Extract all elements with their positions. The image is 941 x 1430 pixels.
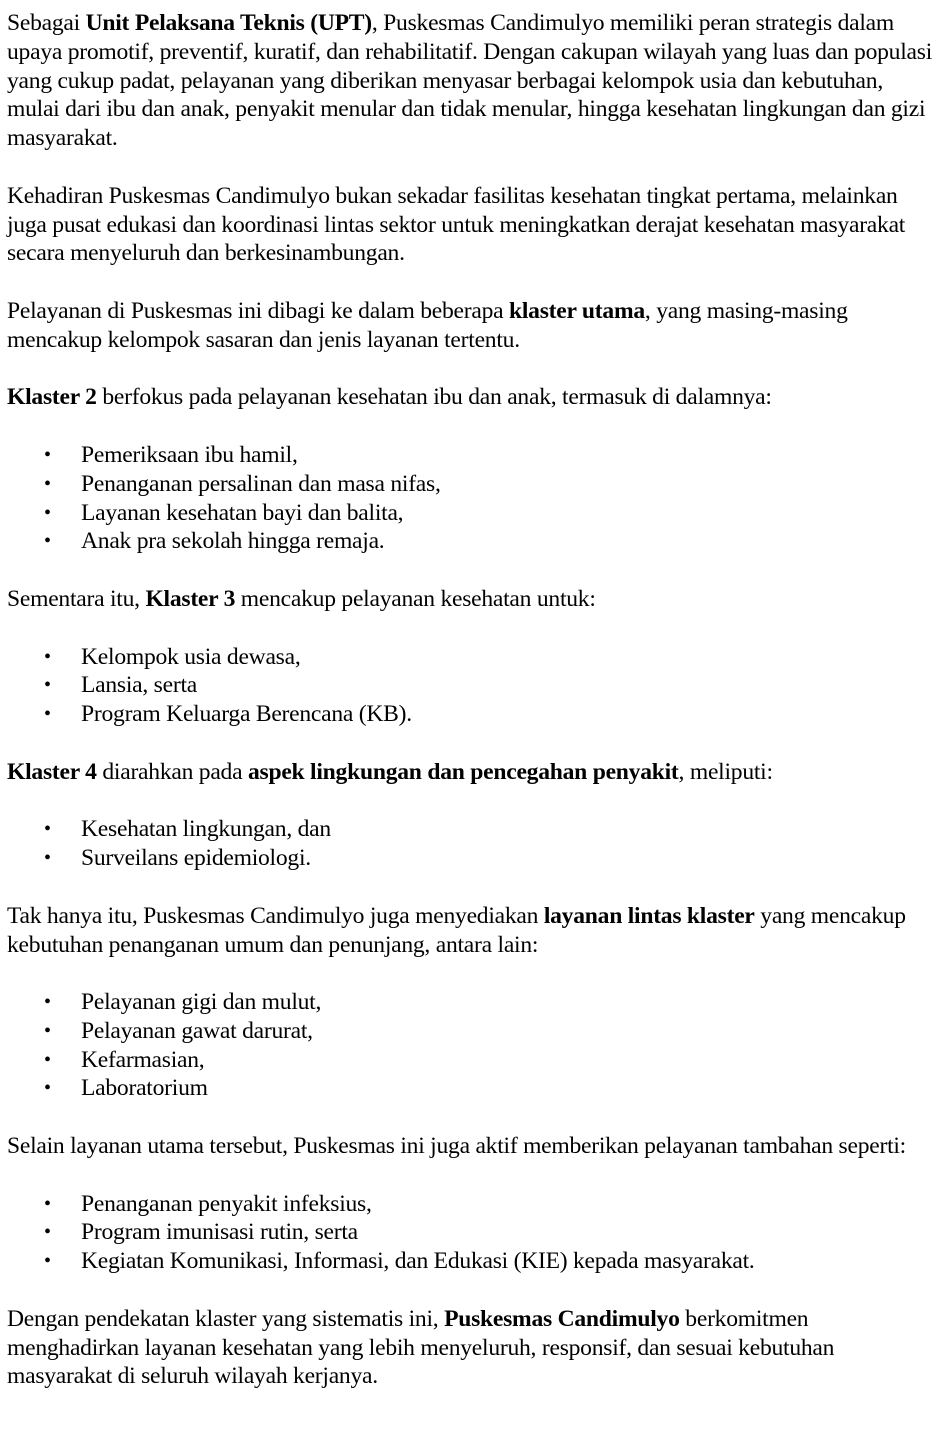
bullet-icon: • bbox=[44, 443, 51, 466]
klaster2-paragraph bbox=[7, 383, 941, 412]
list-item-text: Surveilans epidemiologi. bbox=[81, 845, 311, 872]
bullet-icon: • bbox=[44, 1077, 51, 1100]
bold-text-klaster4: Klaster 4 bbox=[7, 758, 97, 785]
bold-text-upt: Unit Pelaksana Teknis (UPT) bbox=[85, 10, 372, 36]
list-item-text: Lansia, serta bbox=[81, 672, 197, 699]
list-item bbox=[44, 470, 941, 499]
list-item-text: Program Keluarga Berencana (KB). bbox=[81, 701, 412, 728]
bold-text-aspek: aspek lingkungan dan pencegahan penyakit bbox=[247, 758, 679, 785]
bullet-icon: • bbox=[44, 991, 51, 1014]
list-item bbox=[44, 1218, 941, 1247]
text: Tak hanya itu, Puskesmas Candimulyo juga menyediakan bbox=[7, 902, 544, 929]
text: berfokus pada pelayanan kesehatan ibu dan anak, termasuk di dalamnya: bbox=[96, 384, 772, 411]
list-item bbox=[44, 527, 941, 556]
bullet-icon: • bbox=[44, 1048, 51, 1071]
list-item-text: Anak pra sekolah hingga remaja. bbox=[81, 528, 385, 555]
list-item bbox=[44, 988, 941, 1017]
lintas-klaster-paragraph bbox=[7, 902, 941, 960]
klaster2-list bbox=[7, 441, 941, 556]
list-item-text: Penanganan penyakit infeksius, bbox=[81, 1190, 372, 1217]
lintas-klaster-list bbox=[7, 988, 941, 1103]
list-item-text: Pelayanan gigi dan mulut, bbox=[81, 989, 322, 1016]
bold-text-lintas: layanan lintas klaster bbox=[543, 902, 755, 929]
intro-paragraph bbox=[7, 9, 941, 153]
text: diarahkan pada bbox=[96, 758, 248, 785]
text: , meliputi: bbox=[678, 758, 773, 785]
text: Sementara itu, bbox=[7, 585, 146, 612]
klaster3-paragraph bbox=[7, 585, 941, 614]
closing-paragraph bbox=[7, 1305, 941, 1391]
bullet-icon: • bbox=[44, 472, 51, 495]
bullet-icon: • bbox=[44, 674, 51, 697]
klaster3-list bbox=[7, 643, 941, 729]
text: , yang masing-masing mencakup kelompok sasaran dan jenis layanan tertentu. bbox=[7, 297, 848, 353]
bullet-icon: • bbox=[44, 1250, 51, 1273]
text: berkomitmen menghadirkan layanan kesehatan yang lebih menyeluruh, responsif, dan sesuai kebutuhan masyarakat di seluruh wilayah kerjanya. bbox=[7, 1305, 835, 1390]
bullet-icon: • bbox=[44, 530, 51, 553]
bold-text-klaster-utama: klaster utama bbox=[508, 297, 645, 324]
list-item bbox=[44, 441, 941, 470]
list-item bbox=[44, 1046, 941, 1075]
list-item bbox=[44, 671, 941, 700]
list-item bbox=[44, 844, 941, 873]
list-item-text: Kegiatan Komunikasi, Informasi, dan Edukasi (KIE) kepada masyarakat. bbox=[81, 1248, 755, 1275]
text: , Puskesmas Candimulyo memiliki peran strategis dalam upaya promotif, preventif, kuratif, dan rehabilitatif. Dengan cakupan wilayah yang luas dan populasi yang cukup padat, pelayanan yang diberikan menyasar berbagai kelompok usia dan kebutuhan, mulai dari ibu dan anak, penyakit menular dan tidak menular, hingga kesehatan lingkungan dan gizi masyarakat. bbox=[7, 10, 932, 152]
bullet-icon: • bbox=[44, 645, 51, 668]
bullet-icon: • bbox=[44, 501, 51, 524]
list-item-text: Pemeriksaan ibu hamil, bbox=[81, 441, 298, 468]
list-item-text: Kesehatan lingkungan, dan bbox=[81, 816, 331, 843]
list-item-text: Program imunisasi rutin, serta bbox=[81, 1219, 358, 1246]
list-item bbox=[44, 1074, 941, 1103]
bullet-icon: • bbox=[44, 1221, 51, 1244]
bullet-icon: • bbox=[44, 847, 51, 870]
list-item-text: Penanganan persalinan dan masa nifas, bbox=[81, 470, 441, 497]
list-item bbox=[44, 499, 941, 528]
bullet-icon: • bbox=[44, 1192, 51, 1215]
bold-text-klaster3: Klaster 3 bbox=[145, 585, 236, 612]
bullet-icon: • bbox=[44, 1019, 51, 1042]
tambahan-list bbox=[7, 1190, 941, 1276]
list-item bbox=[44, 1247, 941, 1276]
text: Sebagai bbox=[7, 10, 86, 36]
text: Dengan pendekatan klaster yang sistematis ini, bbox=[7, 1305, 445, 1332]
list-item bbox=[44, 700, 941, 729]
list-item-text: Pelayanan gawat darurat, bbox=[81, 1017, 313, 1044]
text: yang mencakup kebutuhan penanganan umum dan penunjang, antara lain: bbox=[7, 902, 906, 958]
clusters-intro-paragraph bbox=[7, 297, 941, 355]
bullet-icon: • bbox=[44, 818, 51, 841]
presence-paragraph: Kehadiran Puskesmas Candimulyo bukan sekadar fasilitas kesehatan tingkat pertama, melainkan juga pusat edukasi dan koordinasi lintas sektor untuk meningkatkan derajat kesehatan masyarakat secara menyeluruh dan berkesinambungan. bbox=[7, 182, 906, 267]
klaster4-paragraph bbox=[7, 758, 941, 787]
list-item-text: Layanan kesehatan bayi dan balita, bbox=[81, 499, 404, 526]
list-item bbox=[44, 1017, 941, 1046]
list-item-text: Kelompok usia dewasa, bbox=[81, 643, 301, 670]
list-item-text: Kefarmasian, bbox=[81, 1046, 205, 1073]
text: Pelayanan di Puskesmas ini dibagi ke dalam beberapa bbox=[7, 297, 509, 324]
bold-text-puskesmas: Puskesmas Candimulyo bbox=[444, 1305, 680, 1332]
bold-text-klaster2: Klaster 2 bbox=[7, 384, 97, 411]
list-item bbox=[44, 1190, 941, 1219]
list-item-text: Laboratorium bbox=[81, 1075, 208, 1102]
list-item bbox=[44, 815, 941, 844]
klaster4-list bbox=[7, 815, 941, 873]
text: mencakup pelayanan kesehatan untuk: bbox=[235, 585, 596, 612]
list-item bbox=[44, 643, 941, 672]
tambahan-paragraph: Selain layanan utama tersebut, Puskesmas ini juga aktif memberikan pelayanan tambahan seperti: bbox=[7, 1133, 906, 1160]
bullet-icon: • bbox=[44, 703, 51, 726]
